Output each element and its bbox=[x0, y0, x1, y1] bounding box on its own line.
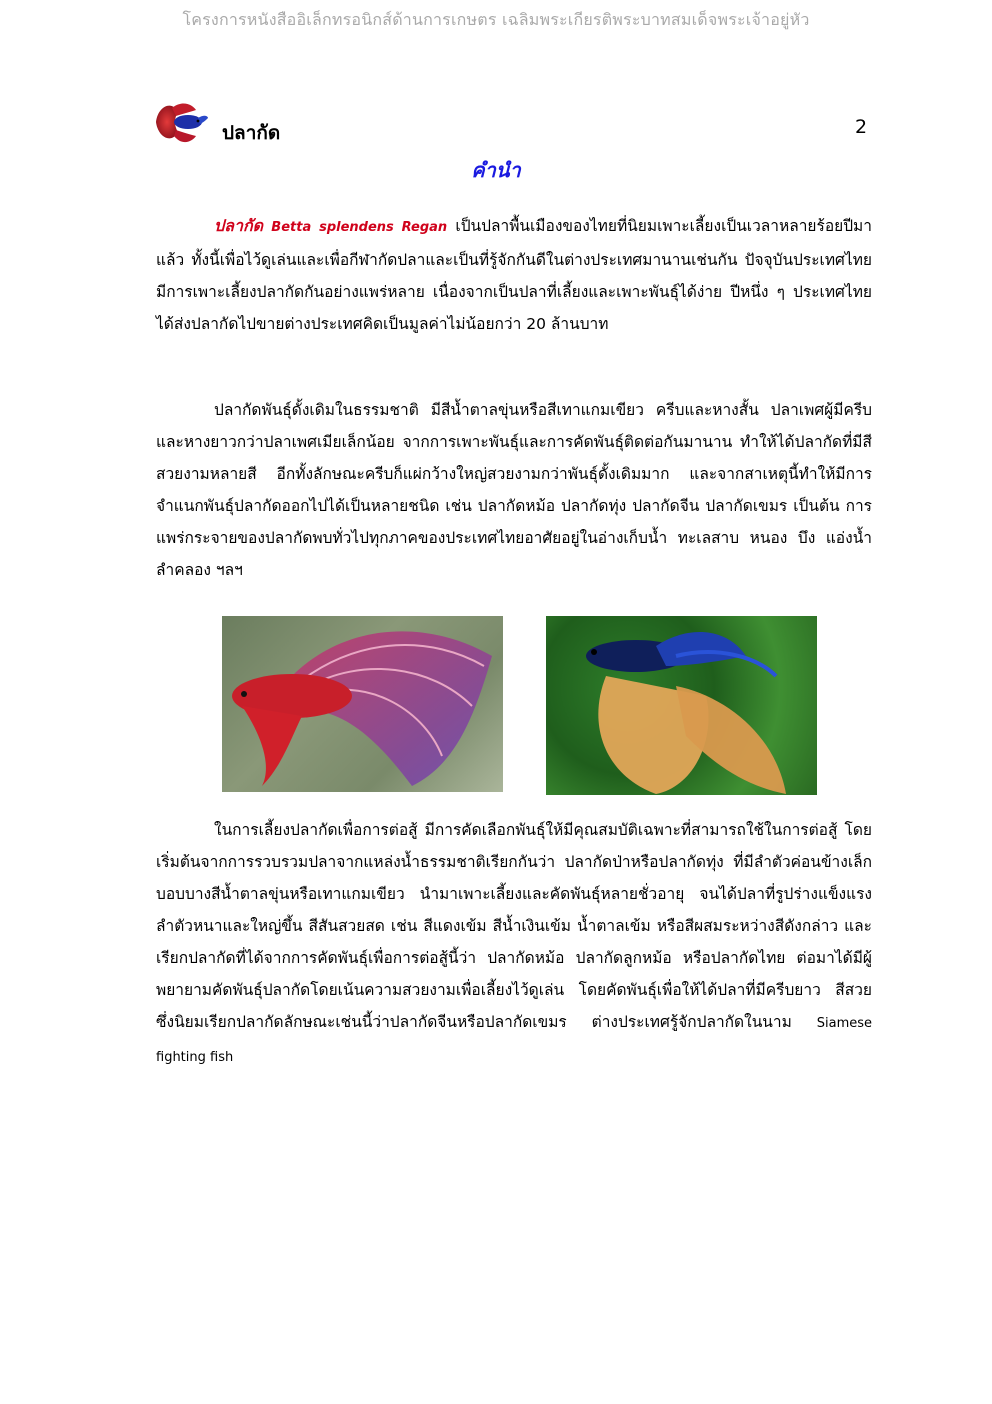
project-header: โครงการหนังสืออิเล็กทรอนิกส์ด้านการเกษตร เฉลิมพระเกียรติพระบาทสมเด็จพระเจ้าอยู่หัว bbox=[182, 10, 810, 29]
english-name: Siamese fighting fish bbox=[156, 1016, 872, 1065]
scientific-name: Betta splendens Regan bbox=[271, 220, 448, 235]
betta-fish-icon bbox=[152, 98, 210, 148]
paragraph-origin bbox=[156, 394, 872, 586]
paragraph-intro-text: เป็นปลาพื้นเมืองของไทยที่นิยมเพาะเลี้ยงเป็นเวลาหลายร้อยปีมาแล้ว ทั้งนี้เพื่อไว้ดูเล่นและเพื่อกีฬากัดปลาและเป็นที่รู้จักกันดีในต่างประเทศมานานเช่นกัน ปัจจุบันประเทศไทยมีการเพาะเลี้ยงปลากัดกันอย่างแพร่หลาย เนื่องจากเป็นปลาที่เลี้ยงและเพาะพันธุ์ได้ง่าย ปีหนึ่ง ๆ ประเทศไทยได้ส่งปลากัดไปขายต่างประเทศคิดเป็นมูลค่าไม่น้อยกว่า 20 ล้านบาท bbox=[156, 217, 872, 333]
paragraph-fighting bbox=[156, 814, 872, 1074]
preface-heading: คำนำ bbox=[471, 158, 521, 182]
blue-gold-betta-photo bbox=[546, 616, 817, 795]
thai-name-highlight: ปลากัด bbox=[214, 216, 264, 235]
paragraph-fighting-text: ในการเลี้ยงปลากัดเพื่อการต่อสู้ มีการคัดเลือกพันธุ์ให้มีคุณสมบัติเฉพาะที่สามารถใช้ในการต่อสู้ โดยเริ่มต้นจากการรวบรวมปลาจากแหล่งน้ำธรรมชาติเรียกกันว่า ปลากัดป่าหรือปลากัดทุ่ง ที่มีลำตัวค่อนข้างเล็กบอบบางสีน้ำตาลขุ่นหรือเทาแกมเขียว นำมาเพาะเลี้ยงและคัดพันธุ์หลายชั่วอายุ จนได้ปลาที่รูปร่างแข็งแรง ลำตัวหนาและใหญ่ขึ้น สีสันสวยสด เช่น สีแดงเข้ม สีน้ำเงินเข้ม น้ำตาลเข้ม หรือสีผสมระหว่างสีดังกล่าว และเรียกปลากัดที่ได้จากการคัดพันธุ์เพื่อการต่อสู้นี้ว่า ปลากัดหม้อ ปลากัดลูกหม้อ หรือปลากัดไทย ต่อมาได้มีผู้พยายามคัดพันธุ์ปลากัดโดยเน้นความสวยงามเพื่อเลี้ยงไว้ดูเล่น โดยคัดพันธุ์เพื่อให้ได้ปลาที่มีครีบยาว สีสวย ซึ่งนิยมเรียกปลากัดลักษณะเช่นนี้ว่าปลากัดจีนหรือปลากัดเขมร ต่างประเทศรู้จักปลากัดในนาม bbox=[156, 821, 872, 1031]
section-title: ปลากัด bbox=[222, 122, 281, 144]
paragraph-origin-text: ปลากัดพันธุ์ดั้งเดิมในธรรมชาติ มีสีน้ำตาลขุ่นหรือสีเทาแกมเขียว ครีบและหางสั้น ปลาเพศผู้มีครีบและหางยาวกว่าปลาเพศเมียเล็กน้อย จากการเพาะพันธุ์และการคัดพันธุ์ติดต่อกันมานาน ทำให้ได้ปลากัดที่มีสีสวยงามหลายสี อีกทั้งลักษณะครีบก็แผ่กว้างใหญ่สวยงามกว่าพันธุ์ดั้งเดิมมาก และจากสาเหตุนี้ทำให้มีการจำแนกพันธุ์ปลากัดออกไปได้เป็นหลายชนิด เช่น ปลากัดหม้อ ปลากัดทุ่ง ปลากัดจีน ปลากัดเขมร เป็นต้น การแพร่กระจายของปลากัดพบทั่วไปทุกภาคของประเทศไทยอาศัยอยู่ในอ่างเก็บน้ำ ทะเลสาบ หนอง บึง แอ่งน้ำ ลำคลอง ฯลฯ bbox=[156, 401, 872, 579]
paragraph-intro bbox=[156, 210, 872, 340]
page-number: 2 bbox=[855, 116, 868, 138]
red-betta-photo bbox=[222, 616, 503, 792]
